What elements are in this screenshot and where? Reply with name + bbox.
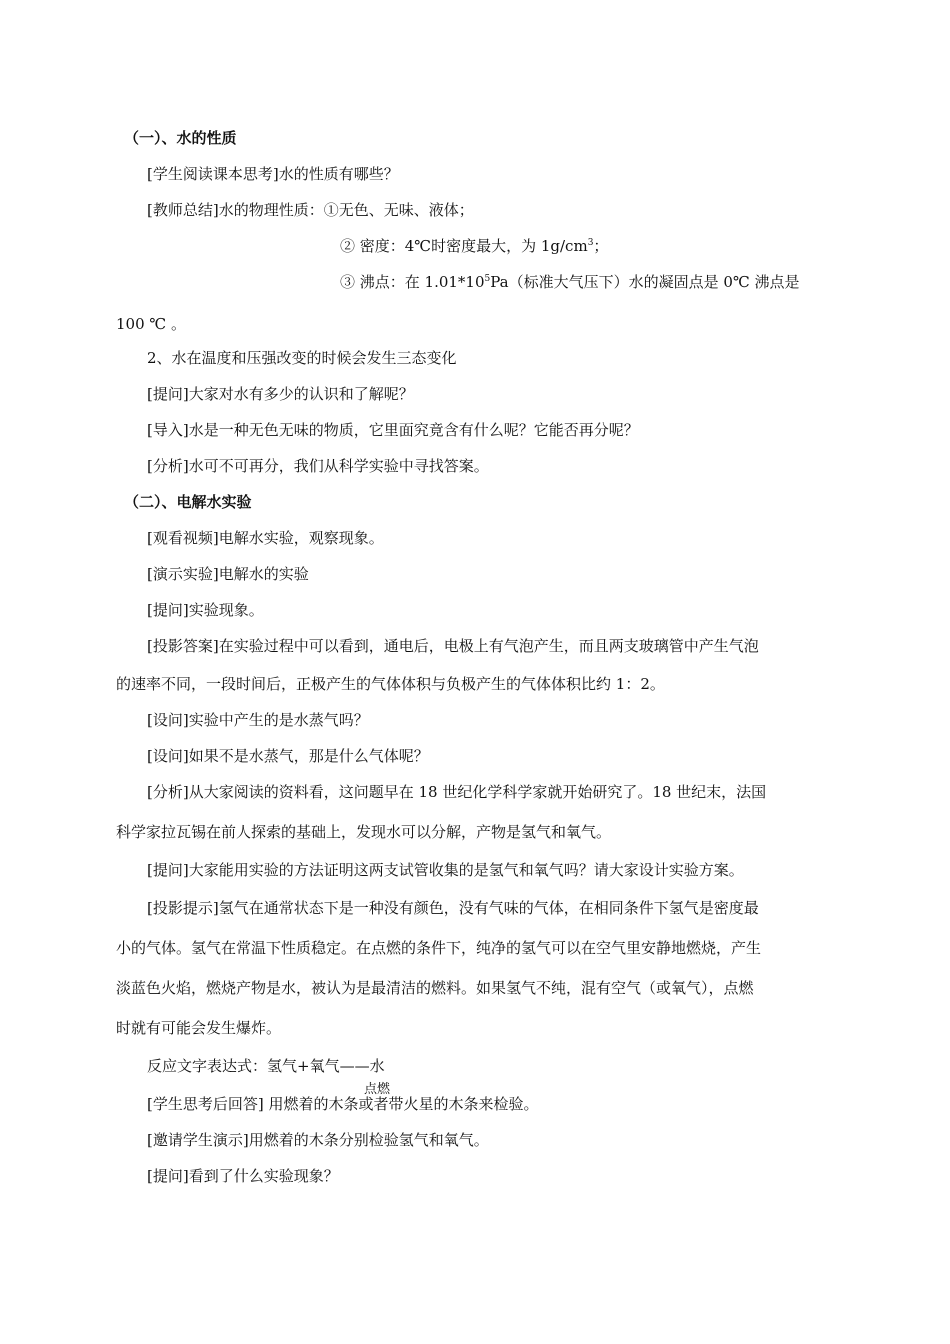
paragraph-projected-hint-line-2: 小的气体。氢气在常温下性质稳定。在点燃的条件下，纯净的氢气可以在空气里安静地燃烧，产生 — [116, 939, 762, 957]
paragraph-density: ② 密度：4℃时密度最大，为 $1g/cm^3$； — [340, 237, 609, 255]
paragraph-boiling-point-continued: 100 ℃ 。 — [116, 315, 186, 333]
paragraph-watch-video: [观看视频]电解水实验，观察现象。 — [147, 529, 384, 547]
paragraph-three-states: 2、水在温度和压强改变的时候会发生三态变化 — [147, 349, 457, 367]
paragraph-teacher-summary: [教师总结]水的物理性质：①无色、无味、液体； — [147, 201, 474, 219]
paragraph-question-design: [提问]大家能用实验的方法证明这两支试管收集的是氢气和氧气吗？请大家设计实验方案。 — [147, 861, 744, 879]
paragraph-boiling-point: ③ 沸点：在 $1.01*10^5Pa$（标准大气压下）水的凝固点是 0℃ 沸点是 — [340, 273, 800, 291]
paragraph-analysis-history-line-2: 科学家拉瓦锡在前人探索的基础上，发现水可以分解，产物是氢气和氧气。 — [116, 823, 612, 841]
paragraph-question-vapor: [设问]实验中产生的是水蒸气吗？ — [147, 711, 369, 729]
paragraph-projected-hint-line-1: [投影提示]氢气在通常状态下是一种没有颜色，没有气味的气体，在相同条件下氢气是密度最 — [147, 899, 759, 917]
paragraph-demonstration: [演示实验]电解水的实验 — [147, 565, 309, 583]
paragraph-invite-demo: [邀请学生演示]用燃着的木条分别检验氢气和氧气。 — [147, 1131, 489, 1149]
paragraph-student-reading: [学生阅读课本思考]水的性质有哪些？ — [147, 165, 399, 183]
paragraph-question-which-gas: [设问]如果不是水蒸气，那是什么气体呢？ — [147, 747, 429, 765]
superscript-cubic: 3 — [587, 238, 594, 248]
paragraph-question-observation: [提问]看到了什么实验现象？ — [147, 1167, 339, 1185]
paragraph-analysis-divisible: [分析]水可不可再分，我们从科学实验中寻找答案。 — [147, 457, 489, 475]
superscript-exponent: 5 — [484, 274, 491, 284]
paragraph-introduction: [导入]水是一种无色无味的物质，它里面究竟含有什么呢？它能否再分呢？ — [147, 421, 639, 439]
paragraph-projected-hint-line-3: 淡蓝色火焰，燃烧产物是水，被认为是最清洁的燃料。如果氢气不纯，混有空气（或氧气），点燃 — [116, 979, 754, 997]
paragraph-question-phenomenon: [提问]实验现象。 — [147, 601, 264, 619]
reaction-condition-label: 点燃 — [364, 1082, 391, 1097]
paragraph-projected-answer-line-2: 的速率不同，一段时间后，正极产生的气体体积与负极产生的气体体积比约 1：2。 — [116, 675, 665, 693]
section-heading-water-properties: （一）、水的性质 — [124, 129, 237, 147]
paragraph-projected-answer-line-1: [投影答案]在实验过程中可以看到，通电后，电极上有气泡产生，而且两支玻璃管中产生气泡 — [147, 637, 759, 655]
section-heading-electrolysis: （二）、电解水实验 — [124, 493, 252, 511]
paragraph-question-knowledge: [提问]大家对水有多少的认识和了解呢？ — [147, 385, 414, 403]
paragraph-projected-hint-line-4: 时就有可能会发生爆炸。 — [116, 1019, 282, 1037]
paragraph-student-answer: [学生思考后回答] 用燃着的木条或者带火星的木条来检验。 — [147, 1095, 539, 1113]
paragraph-reaction-expression: 反应文字表达式：氢气+氧气——水 — [147, 1057, 385, 1075]
paragraph-analysis-history-line-1: [分析]从大家阅读的资料看，这问题早在 18 世纪化学科学家就开始研究了。18 世纪末，法国 — [147, 783, 767, 801]
